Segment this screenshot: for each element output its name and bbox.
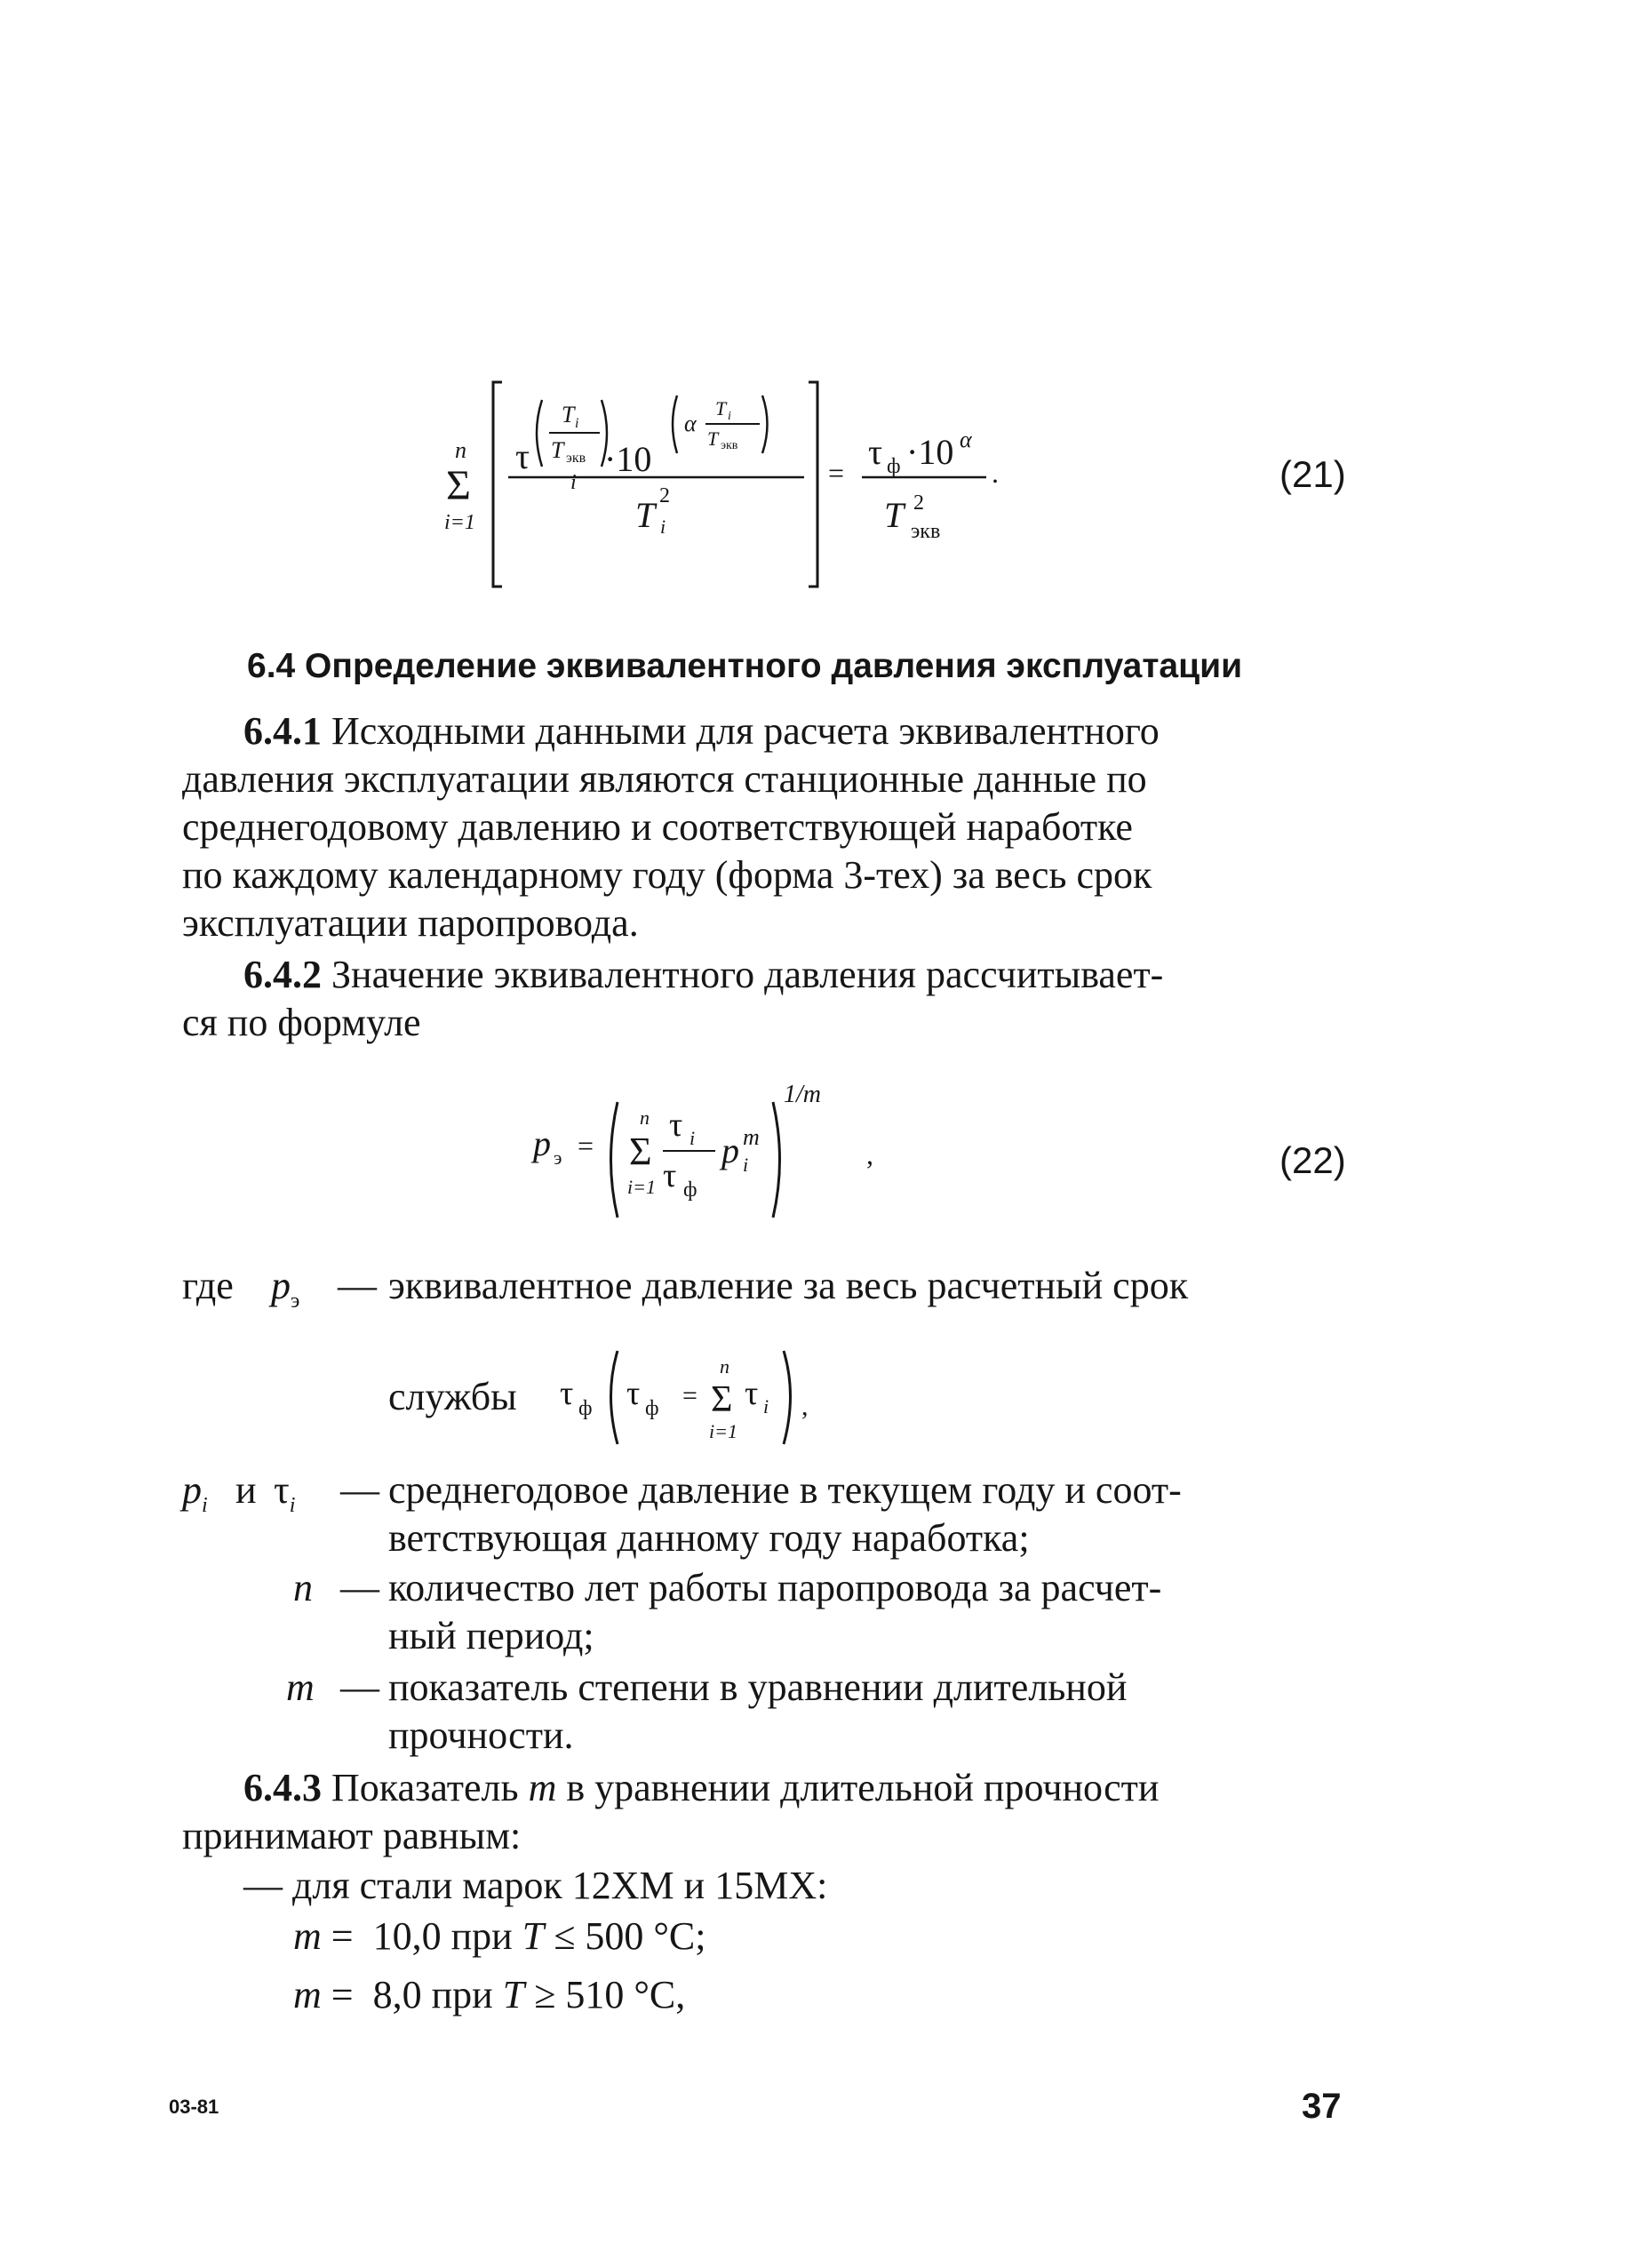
- f22-exponent: 1/m: [784, 1081, 821, 1108]
- sf-paren-close: [784, 1351, 791, 1444]
- p642-num: 6.4.2: [243, 953, 322, 996]
- p643-eq2: [293, 1971, 685, 2019]
- m-dash: —: [340, 1665, 379, 1709]
- rhs-phi-sub: ф: [887, 455, 901, 478]
- sf-phi: ф: [578, 1397, 593, 1420]
- n-desc-line1: количество лет работы паропровода за расчет-: [388, 1566, 1162, 1609]
- Tekv-bottom: T: [551, 437, 564, 463]
- dot-ten: ·10: [604, 439, 652, 479]
- sf-tau: τ: [560, 1375, 574, 1412]
- p641-num: 6.4.1: [243, 709, 322, 753]
- right-bracket: [809, 382, 817, 587]
- section-heading: 6.4 Определение эквивалентного давления эксплуатации: [247, 647, 1243, 685]
- equals: =: [828, 457, 845, 489]
- p642-line2: ся по формуле: [182, 1001, 421, 1044]
- f22-comma: ,: [866, 1138, 873, 1170]
- f22-paren-close: [773, 1102, 780, 1218]
- f22-den-tau: τ: [663, 1157, 677, 1194]
- p643-m: m: [528, 1766, 557, 1809]
- service-word: службы: [388, 1375, 517, 1418]
- eq1-m: m: [293, 1914, 322, 1958]
- pe-symbol: [271, 1262, 299, 1325]
- p643-text1a: Показатель: [322, 1766, 529, 1809]
- tau-i-sub: i: [289, 1493, 296, 1517]
- f22-sum-upper: n: [640, 1106, 650, 1129]
- sf-tau-i: τ: [745, 1375, 759, 1412]
- period: .: [992, 457, 999, 489]
- sf-sigma: Σ: [711, 1379, 733, 1420]
- ekv-sub-1: экв: [566, 451, 586, 466]
- sum-sign: Σ: [446, 462, 471, 509]
- sf-sum-lower: i=1: [709, 1420, 737, 1442]
- pe-letter: p: [271, 1264, 291, 1307]
- eq1-tail: ≤ 500 °С;: [544, 1914, 706, 1958]
- p641-text1: Исходными данными для расчета эквивалентного: [322, 709, 1160, 753]
- service-formula: [551, 1333, 853, 1457]
- m-symbol: m: [286, 1665, 315, 1709]
- p641-line1: [243, 707, 1160, 755]
- sf-equals: =: [682, 1381, 697, 1410]
- i-sub-top: i: [575, 416, 579, 431]
- p643-line2: принимают равным:: [182, 1814, 522, 1857]
- eq1-rest: = 10,0 при: [321, 1914, 522, 1958]
- exp-paren-open: [673, 395, 677, 453]
- p642-line1: [243, 951, 1163, 999]
- pi-letter: p: [182, 1468, 202, 1512]
- pi-symbol: [182, 1466, 208, 1529]
- p643-eq1: [293, 1913, 706, 1961]
- formula-21: [426, 369, 1048, 600]
- eq2-tail: ≥ 510 °С,: [524, 1973, 686, 2016]
- left-bracket: [493, 382, 502, 587]
- f22-sigma: Σ: [629, 1130, 652, 1173]
- Ti-exp: T: [715, 397, 727, 419]
- eq21-number: (21): [1279, 453, 1346, 495]
- tau: τ: [515, 436, 530, 476]
- sf-i: i: [763, 1395, 769, 1418]
- p642-text1: Значение эквивалентного давления рассчитывает-: [322, 953, 1164, 996]
- m-desc-line2: прочности.: [388, 1713, 574, 1757]
- tau-i-sub: i: [570, 471, 577, 494]
- f22-num-sub: i: [689, 1127, 696, 1149]
- f22-num-tau: τ: [669, 1106, 683, 1144]
- rhs-two: 2: [913, 491, 924, 515]
- i-den-sub: i: [660, 515, 666, 538]
- pe-description: эквивалентное давление за весь расчетный срок: [388, 1264, 1189, 1307]
- p641-line3: среднегодовому давлению и соответствующей наработке: [182, 805, 1133, 849]
- sum-upper: n: [455, 437, 466, 463]
- rhs-tau: τ: [868, 432, 883, 472]
- sf-trail: ,: [801, 1392, 809, 1421]
- pi-desc-line1: среднегодовое давление в текущем году и соот-: [388, 1468, 1182, 1512]
- f22-p: p: [721, 1130, 739, 1170]
- p643-line1: [243, 1764, 1159, 1812]
- alpha-exp: α: [684, 411, 697, 436]
- sf-sum-upper: n: [720, 1355, 729, 1378]
- where-word: где: [182, 1264, 234, 1307]
- and-word: и: [235, 1468, 257, 1512]
- p641-line2: давления эксплуатации являются станционные данные по: [182, 757, 1147, 801]
- eq22-number: (22): [1279, 1139, 1346, 1181]
- rhs-ten: ·10: [906, 432, 954, 472]
- Tekv-exp: T: [707, 427, 719, 450]
- f22-p-sub: i: [743, 1154, 749, 1176]
- exp-paren-close: [762, 395, 768, 453]
- eq2-m: m: [293, 1973, 322, 2016]
- n-symbol: n: [293, 1566, 313, 1609]
- pe-dash: —: [338, 1264, 377, 1307]
- rhs-alpha: α: [960, 427, 972, 452]
- f22-p-sup: m: [743, 1124, 760, 1150]
- paren-open: [537, 400, 542, 467]
- p643-item: — для стали марок 12ХМ и 15МХ:: [243, 1864, 828, 1907]
- pe-lhs: p: [533, 1123, 551, 1163]
- pe-letter-sub: э: [291, 1289, 300, 1313]
- f22-den-sub: ф: [683, 1178, 697, 1202]
- pi-dash: —: [340, 1468, 379, 1512]
- pe-sub: э: [554, 1146, 562, 1169]
- pi-desc-line2: ветствующая данному году наработка;: [388, 1516, 1030, 1560]
- two-sup: 2: [659, 484, 670, 507]
- rhs-ekv: экв: [911, 520, 941, 543]
- ekv-sub-2: экв: [721, 439, 738, 452]
- tau-i-symbol: [274, 1466, 295, 1529]
- f22-sum-lower: i=1: [627, 1176, 656, 1198]
- pe-equals: =: [578, 1130, 594, 1162]
- n-dash: —: [340, 1566, 379, 1609]
- formula-22: [515, 1075, 906, 1235]
- f22-paren-open: [611, 1102, 618, 1218]
- page-number: 37: [1302, 2087, 1342, 2126]
- p641-line5: эксплуатации паропровода.: [182, 901, 639, 945]
- rhs-T: T: [884, 495, 905, 535]
- sf-paren-open: [611, 1351, 618, 1444]
- i-sub-exp: i: [728, 410, 731, 423]
- Ti-top: T: [562, 402, 575, 427]
- eq2-rest: = 8,0 при: [321, 1973, 503, 2016]
- sum-lower: i=1: [444, 511, 475, 534]
- Ti-den: T: [635, 495, 656, 535]
- n-desc-line2: ный период;: [388, 1614, 594, 1657]
- eq1-T: T: [522, 1914, 545, 1958]
- p643-text1b: в уравнении длительной прочности: [556, 1766, 1160, 1809]
- eq2-T: T: [502, 1973, 525, 2016]
- pi-sub: i: [202, 1493, 208, 1517]
- p643-num: 6.4.3: [243, 1766, 322, 1809]
- sf-phi2: ф: [645, 1397, 659, 1420]
- m-desc-line1: показатель степени в уравнении длительной: [388, 1665, 1128, 1709]
- footer-code: 03-81: [169, 2096, 219, 2118]
- sf-tau2: τ: [626, 1375, 641, 1412]
- p641-line4: по каждому календарному году (форма 3-тех) за весь срок: [182, 853, 1152, 897]
- tau-i-letter: τ: [274, 1468, 290, 1512]
